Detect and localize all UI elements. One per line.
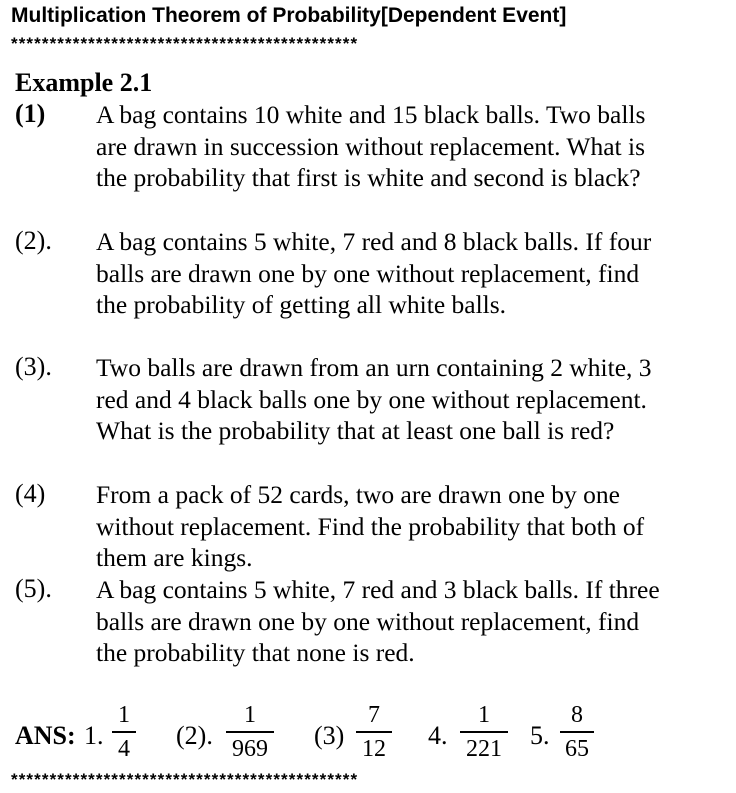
answer-fraction-3	[356, 702, 392, 762]
question-line: balls are drawn one by one without replacement, find	[96, 606, 640, 636]
question-line: the probability that none is red.	[96, 638, 415, 667]
example-heading: Example 2.1	[15, 68, 153, 97]
fraction-denominator: 4	[118, 735, 130, 762]
fraction-bar	[560, 731, 594, 733]
question-line: the probability of getting all white balls.	[96, 290, 507, 319]
question-line: without replacement. Find the probability that both of	[96, 511, 645, 541]
answer-index-5: 5.	[530, 721, 550, 750]
question-number-1: (1)	[15, 99, 46, 128]
fraction-bar	[460, 731, 508, 733]
fraction-bar	[226, 731, 274, 733]
question-line: them are kings.	[96, 543, 253, 572]
fraction-denominator: 969	[232, 735, 268, 762]
question-text-4	[96, 479, 724, 574]
question-number-3: (3).	[15, 352, 52, 381]
fraction-denominator: 221	[466, 735, 502, 762]
answer-index-1: 1.	[84, 721, 104, 750]
question-line: Two balls are drawn from an urn containing 2 white, 3	[96, 353, 652, 382]
fraction-denominator: 65	[565, 735, 589, 762]
question-line: What is the probability that at least one ball is red?	[96, 416, 615, 445]
question-line: A bag contains 5 white, 7 red and 3 black balls. If three	[96, 575, 660, 604]
answer-fraction-2	[226, 702, 274, 762]
question-line: balls are drawn one by one without replacement, find	[96, 258, 640, 288]
question-line: A bag contains 10 white and 15 black balls. Two balls	[96, 100, 646, 129]
fraction-numerator: 8	[571, 702, 583, 728]
question-text-2	[96, 226, 724, 321]
fraction-numerator: 1	[244, 702, 256, 728]
answer-index-2: (2).	[176, 721, 213, 750]
answer-fraction-1	[112, 702, 136, 762]
star-divider-bottom: *********************************************	[11, 770, 359, 789]
question-text-5	[96, 574, 724, 669]
question-line: A bag contains 5 white, 7 red and 8 black balls. If four	[96, 227, 652, 256]
fraction-denominator: 12	[362, 735, 386, 762]
fraction-numerator: 1	[118, 702, 130, 728]
fraction-bar	[356, 731, 392, 733]
answer-index-4: 4.	[428, 721, 448, 750]
question-line: red and 4 black balls one by one without replacement.	[96, 384, 647, 414]
question-number-4: (4)	[15, 479, 46, 508]
fraction-numerator: 1	[478, 702, 490, 728]
answers-label: ANS:	[15, 721, 76, 750]
page-title: Multiplication Theorem of Probability[Dependent Event]	[11, 4, 567, 27]
question-text-1	[96, 99, 724, 194]
fraction-numerator: 7	[368, 702, 380, 728]
answer-fraction-5	[560, 702, 594, 762]
question-line: From a pack of 52 cards, two are drawn one by one	[96, 480, 620, 509]
question-text-3	[96, 352, 724, 447]
question-line: the probability that first is white and second is black?	[96, 163, 641, 192]
question-number-2: (2).	[15, 226, 52, 255]
answer-fraction-4	[460, 702, 508, 762]
question-line: are drawn in succession without replacement. What is	[96, 131, 646, 161]
question-number-5: (5).	[15, 574, 52, 603]
answer-index-3: (3)	[314, 721, 345, 750]
star-divider-top: *********************************************	[11, 34, 359, 53]
fraction-bar	[112, 731, 136, 733]
